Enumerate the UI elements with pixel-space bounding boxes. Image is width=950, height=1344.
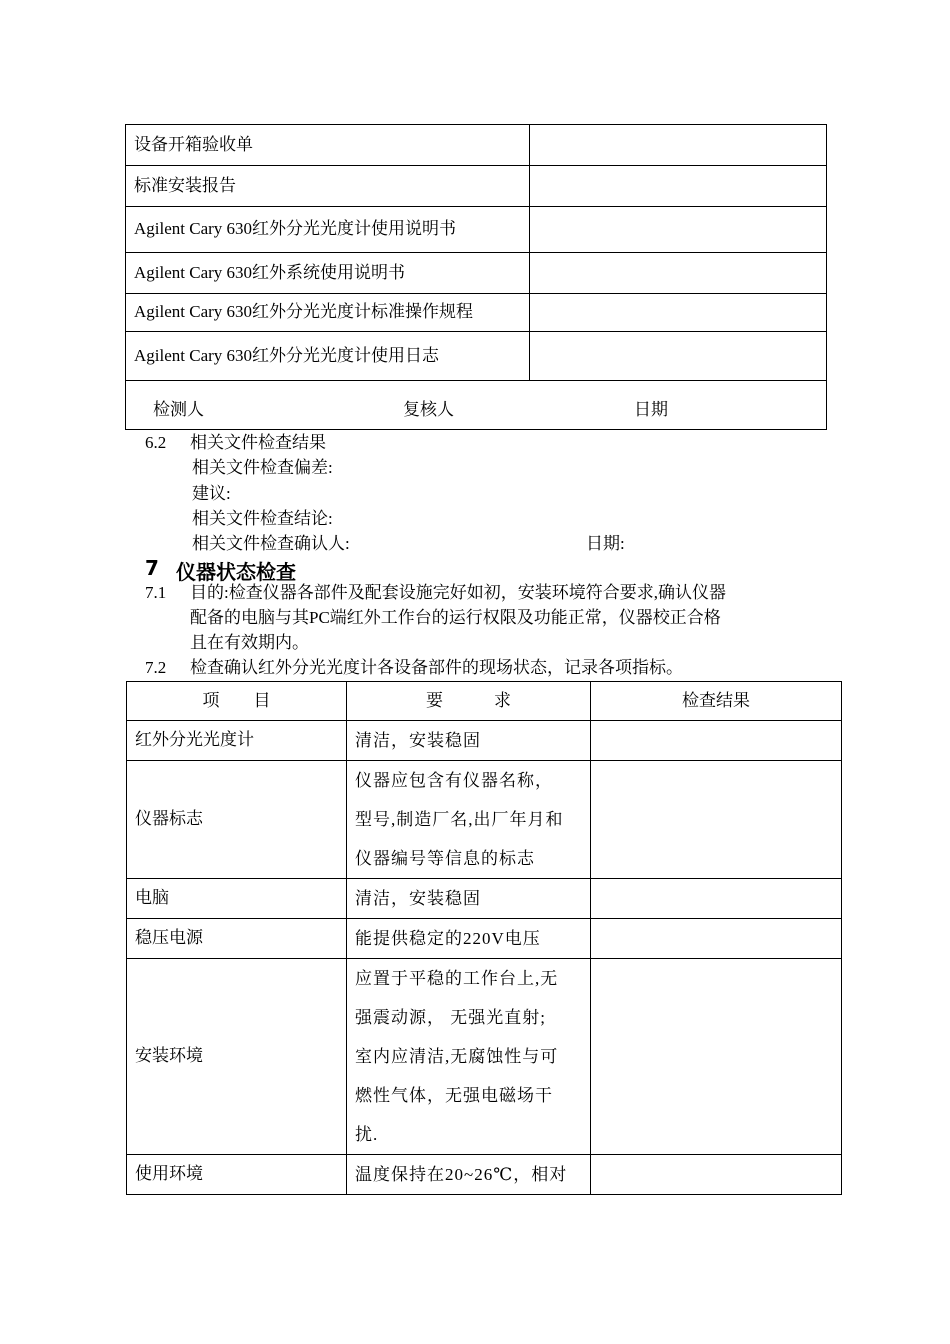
suggestion-label: 建议: <box>192 484 231 503</box>
item-cell: 稳压电源 <box>127 919 347 959</box>
deviation-label: 相关文件检查偏差: <box>192 458 333 477</box>
item-cell: 电脑 <box>127 879 347 919</box>
requirement-line: 室内应清洁,无腐蚀性与可 <box>355 1047 559 1066</box>
table-row <box>127 761 842 879</box>
requirement-cell <box>347 919 591 959</box>
date-label: 日期 <box>634 400 668 419</box>
requirement-line: 仪器应包含有仪器名称， <box>355 771 553 790</box>
doc-name-cell: Agilent Cary 630红外分光光度计使用日志 <box>126 332 530 381</box>
section-7-title: 仪器状态检查 <box>176 560 296 584</box>
requirement-cell <box>347 1155 591 1195</box>
section-7-number: 7 <box>145 556 159 580</box>
doc-check-cell <box>530 294 827 332</box>
table-row <box>127 1155 842 1195</box>
requirement-line: 清洁，安装稳固 <box>355 889 481 908</box>
requirement-line: 温度保持在20~26℃，相对 <box>355 1165 568 1184</box>
doc-check-cell <box>530 253 827 294</box>
item-cell: 使用环境 <box>127 1155 347 1195</box>
doc-check-cell <box>530 125 827 166</box>
requirement-line: 强震动源， 无强光直射; <box>355 1008 546 1027</box>
table-row <box>126 253 827 294</box>
signature-row <box>126 381 827 430</box>
doc-check-cell <box>530 166 827 207</box>
result-cell <box>591 721 842 761</box>
section-7-1-line: 目的:检查仪器各部件及配套设施完好如初，安装环境符合要求,确认仪器 <box>190 583 726 602</box>
result-cell <box>591 879 842 919</box>
header-result: 检查结果 <box>591 682 842 721</box>
result-cell <box>591 761 842 879</box>
confirmer-label: 相关文件检查确认人: <box>192 534 350 553</box>
item-cell: 安装环境 <box>127 959 347 1155</box>
section-7-2-number: 7.2 <box>145 658 167 677</box>
table-row <box>126 332 827 381</box>
requirement-line: 应置于平稳的工作台上,无 <box>355 969 559 988</box>
table-row <box>126 166 827 207</box>
section-6-2-title: 相关文件检查结果 <box>190 433 326 452</box>
requirement-line: 扰. <box>355 1125 379 1144</box>
requirement-cell <box>347 761 591 879</box>
section-7-1-line: 且在有效期内。 <box>190 633 309 652</box>
requirement-line: 仪器编号等信息的标志 <box>355 849 535 868</box>
conclusion-label: 相关文件检查结论: <box>192 509 333 528</box>
doc-name-cell: 标准安装报告 <box>126 166 530 207</box>
header-item: 项 目 <box>127 682 347 721</box>
status-check-table <box>126 681 842 1195</box>
requirement-line: 清洁，安装稳固 <box>355 731 481 750</box>
result-cell <box>591 1155 842 1195</box>
table-row <box>127 721 842 761</box>
table-header-row <box>127 682 842 721</box>
confirm-date-label: 日期: <box>586 534 625 553</box>
section-6-2-number: 6.2 <box>145 433 167 452</box>
section-7-1-number: 7.1 <box>145 583 167 602</box>
result-cell <box>591 959 842 1155</box>
item-cell: 红外分光光度计 <box>127 721 347 761</box>
requirement-cell <box>347 721 591 761</box>
requirement-line: 型号,制造厂名,出厂年月和 <box>355 810 564 829</box>
doc-name-cell: Agilent Cary 630红外分光光度计标准操作规程 <box>126 294 530 332</box>
signature-cell <box>126 381 827 430</box>
requirement-line: 燃性气体，无强电磁场干 <box>355 1086 553 1105</box>
table-row <box>127 919 842 959</box>
table-row <box>126 125 827 166</box>
doc-name-cell: 设备开箱验收单 <box>126 125 530 166</box>
reviewer-label: 复核人 <box>403 400 454 419</box>
requirement-cell <box>347 879 591 919</box>
requirement-cell <box>347 959 591 1155</box>
table-row <box>127 959 842 1155</box>
related-docs-table <box>125 124 827 430</box>
header-requirement: 要 求 <box>347 682 591 721</box>
doc-name-cell: Agilent Cary 630红外分光光度计使用说明书 <box>126 207 530 253</box>
doc-check-cell <box>530 332 827 381</box>
doc-check-cell <box>530 207 827 253</box>
section-7-2-text: 检查确认红外分光光度计各设备部件的现场状态，记录各项指标。 <box>190 658 683 677</box>
item-cell: 仪器标志 <box>127 761 347 879</box>
table-row <box>126 294 827 332</box>
section-7-1-line: 配备的电脑与其PC端红外工作台的运行权限及功能正常，仪器校正合格 <box>190 608 721 627</box>
requirement-line: 能提供稳定的220V电压 <box>355 929 541 948</box>
doc-name-cell: Agilent Cary 630红外系统使用说明书 <box>126 253 530 294</box>
result-cell <box>591 919 842 959</box>
table-row <box>126 207 827 253</box>
tester-label: 检测人 <box>153 400 204 419</box>
table-row <box>127 879 842 919</box>
